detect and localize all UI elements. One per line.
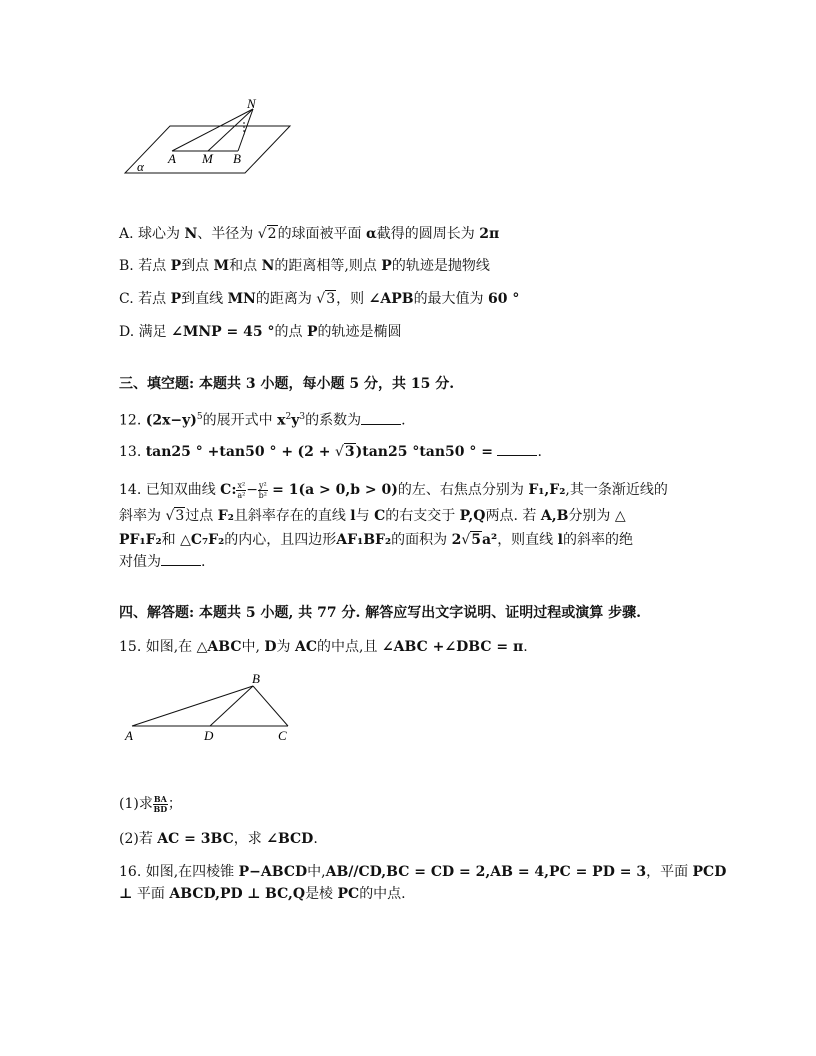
label-B: B [252, 671, 260, 686]
label-alpha: α [137, 159, 144, 174]
segment-AN [172, 109, 253, 151]
option-a: A. 球心为 N、半径为 √2的球面被平面 α截得的圆周长为 2π [119, 226, 500, 242]
segment-MN [208, 109, 253, 151]
segment-DB [210, 686, 253, 726]
answer-blank[interactable] [161, 552, 201, 566]
question-15-part-1: (1)求 $\frac{BA}{BD}$ ； [119, 793, 182, 814]
label-A: A [168, 151, 176, 166]
label-C: C [278, 728, 287, 743]
label-A: A [125, 728, 133, 743]
answer-blank[interactable] [361, 411, 401, 425]
label-B: B [233, 151, 241, 166]
option-d: D. 满足 ∠MNP = 45 °的点 P的轨迹是椭圆 [119, 324, 402, 340]
answer-blank[interactable] [497, 442, 537, 456]
question-12: 12. $(2x-y)^5$的展开式中 $x^2y^3$的系数为 . [119, 412, 406, 429]
section-3-title: 三、填空题: 本题共 3 小题，每小题 5 分，共 15 分. [119, 376, 455, 392]
segment-BC [253, 686, 288, 726]
section-4-title: 四、解答题: 本题共 5 小题, 共 77 分. 解答应写出文字说明、证明过程或演算 步骤. [119, 605, 642, 621]
question-15: 15. 如图,在 △ABC中, D为 AC的中点,且 ∠ABC +∠DBC = π. [119, 639, 528, 655]
figure-triangle-abc [120, 668, 300, 748]
question-13: 13. tan25 ° +tan50 ° + (2 + √3)tan25 °tan50 ° = . [119, 444, 542, 460]
fraction-x: $\frac{\text{x²}}{\text{a²}}$ [237, 480, 246, 500]
question-16-line-1: 16. 如图,在四棱锥 P−ABCD中,AB//CD,BC = CD = 2,AB = 4,PC = PD = 3，平面 PCD [119, 864, 727, 880]
question-14-line-4: 对值为 . [119, 554, 206, 570]
question-15-part-2: (2)若 AC = 3BC，求 ∠BCD. [119, 831, 318, 847]
question-14-line-2: 斜率为 √3过点 F₂且斜率存在的直线 l与 C的右支交于 P,Q两点. 若 A,B分别为 △ [119, 508, 626, 524]
label-M: M [202, 151, 213, 166]
question-16-line-2: ⊥ 平面 ABCD,PD ⊥ BC,Q是棱 PC的中点. [119, 886, 406, 902]
option-b: B. 若点 P到点 M和点 N的距离相等,则点 P的轨迹是抛物线 [119, 258, 490, 274]
segment-AB [132, 686, 253, 726]
label-D: D [204, 728, 214, 743]
fraction-y: $\frac{\text{y²}}{\text{b²}}$ [258, 480, 267, 500]
question-14-line-1: 14. 已知双曲线 C: $\frac{\text{x²}}{\text{a²}}$ − $\frac{\text{y²}}{\text{b²}}$ = 1(a > 0,b > 0)的左、右焦点分别为 F₁,F₂,其一条渐近线的 [119, 480, 668, 500]
question-14-line-3: PF₁F₂和 △C₇F₂的内心，且四边形AF₁BF₂的面积为 2√5a²，则直线 l的斜率的绝 [119, 532, 633, 548]
figure-plane-triangle [120, 95, 300, 180]
fraction-ba-bd: $\frac{BA}{BD}$ [153, 793, 168, 814]
label-N: N [247, 96, 256, 111]
option-c: C. 若点 P到直线 MN的距离为 √3，则 ∠APB的最大值为 60 ° [119, 291, 520, 307]
